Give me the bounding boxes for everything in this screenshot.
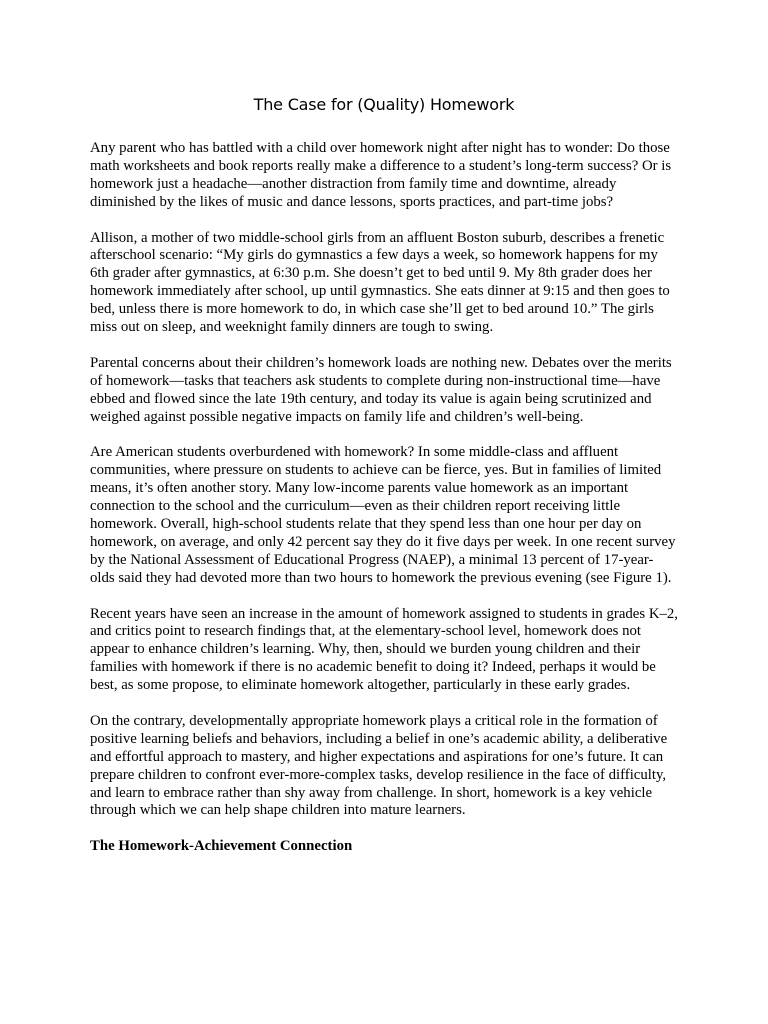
paragraph: Parental concerns about their children’s homework loads are nothing new. Debates over the merits of homework—tasks that teachers ask students to complete during non-instructional time—have ebbed and flowed since the late 19th century, and today its value is again being scrutinized and weighed against possible negative impacts on family life and children’s well-being. — [90, 354, 672, 425]
document-title: The Case for (Quality) Homework — [253, 95, 515, 114]
paragraph: Allison, a mother of two middle-school girls from an affluent Boston suburb, describes a frenetic afterschool scenario: “My girls do gymnastics a few days a week, so homework happens for my 6th grader after gymnastics, at 6:30 p.m. She doesn’t get to bed until 9. My 8th grader does her homework immediately after school, up until gymnastics. She eats dinner at 9:15 and then goes to bed, unless there is more homework to do, in which case she’ll get to bed around 10.” The girls miss out on sleep, and weeknight family dinners are tough to swing. — [90, 229, 670, 336]
paragraph: Any parent who has battled with a child over homework night after night has to wonder: Do those math worksheets and book reports really make a difference to a student’s long-term success? Or is homework just a headache—another distraction from family time and downtime, already diminished by the likes of music and dance lessons, sports practices, and part-time jobs? — [90, 140, 672, 210]
document-body — [90, 140, 678, 856]
section-heading: The Homework-Achievement Connection — [90, 838, 353, 855]
paragraph: Recent years have seen an increase in the amount of homework assigned to students in grades K–2, and critics point to research findings that, at the elementary-school level, homework does not appear to enhance children’s learning. Why, then, should we burden young children and their families with homework if there is no academic benefit to doing it? Indeed, perhaps it would be best, as some propose, to eliminate homework altogether, particularly in these early grades. — [90, 605, 679, 694]
paragraph: On the contrary, developmentally appropriate homework plays a critical role in the formation of positive learning beliefs and behaviors, including a belief in one’s academic ability, a deliberative and effortful approach to mastery, and higher expectations and aspirations for one’s future. It can prepare children to confront ever-more-complex tasks, develop resilience in the face of difficulty, and learn to embrace rather than shy away from challenge. In short, homework is a key vehicle through which we can help shape children into mature learners. — [90, 712, 668, 819]
paragraph: Are American students overburdened with homework? In some middle-class and affluent communities, where pressure on students to achieve can be fierce, yes. But in families of limited means, it’s often another story. Many low-income parents value homework as an important connection to the school and the curriculum—even as their children report receiving little homework. Overall, high-school students relate that they spend less than one hour per day on homework, on average, and only 42 percent say they do it five days per week. In one recent survey by the National Assessment of Educational Progress (NAEP), a minimal 13 percent of 17-year-olds said they had devoted more than two hours to homework the previous evening (see Figure 1). — [90, 444, 676, 586]
